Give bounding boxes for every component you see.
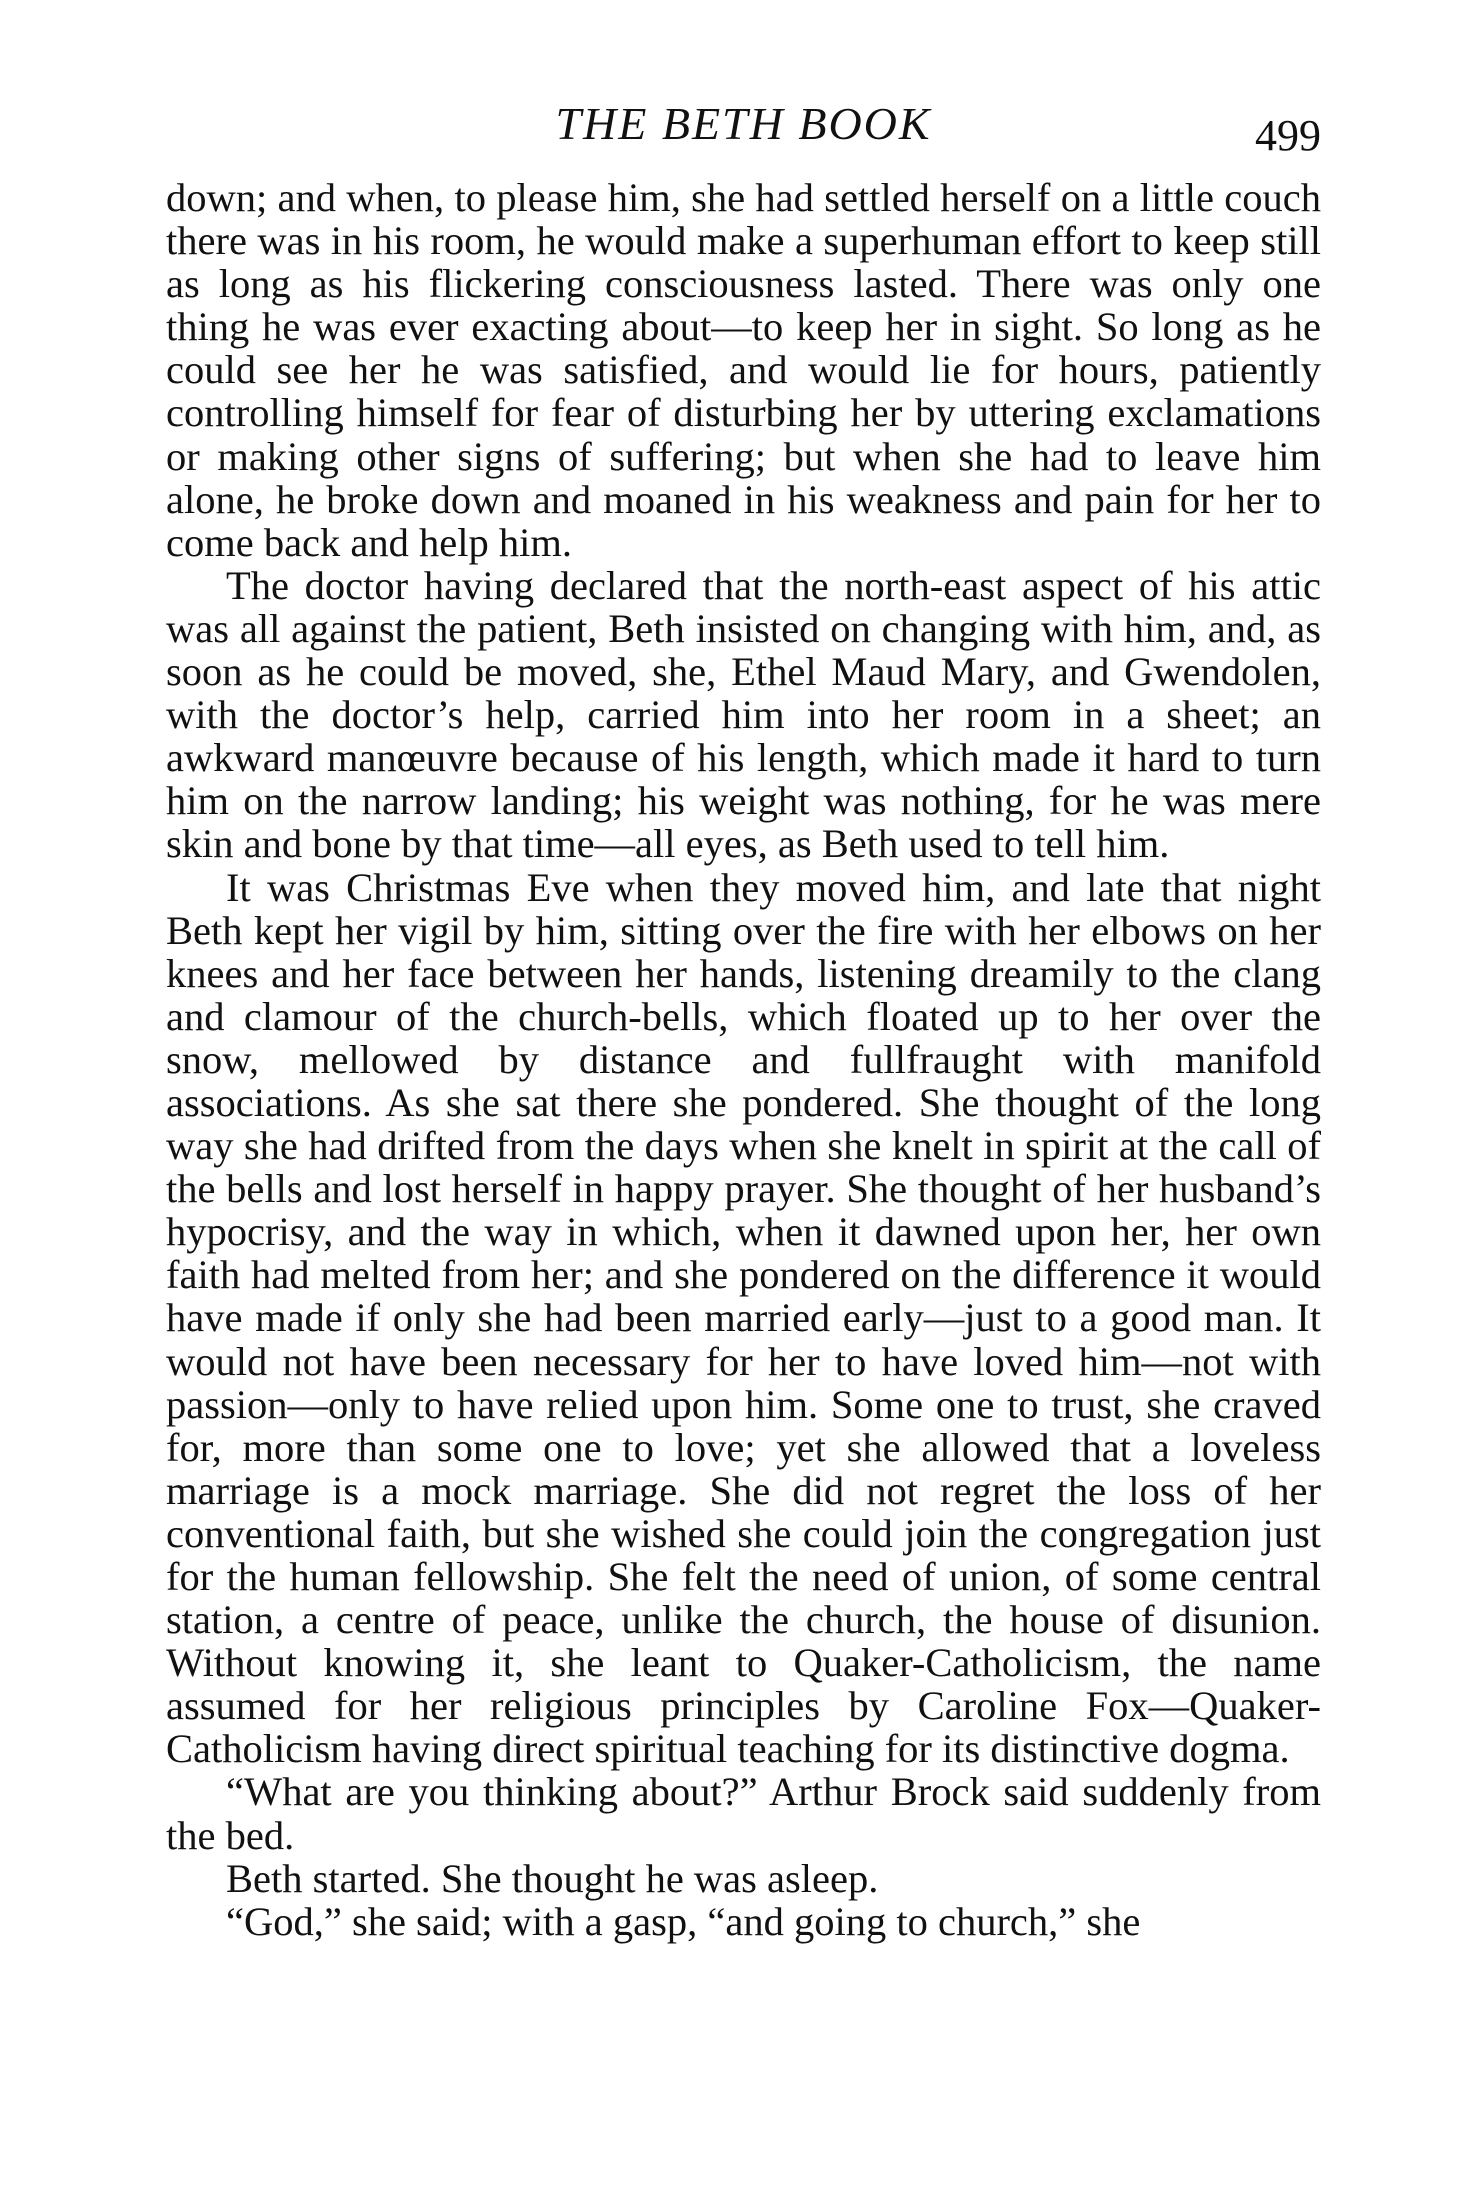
paragraph-3: It was Christmas Eve when they moved him, and late that night Beth kept her vigil by him, sitting over the fire with her elbows on her knees and her face between her hands, listening dreamily to the clang and clamour of the church-bells, which floated up to her over the snow, mellowed by distance and fullfraught with manifold associations. As she sat there she pondered. She thought of the long way she had drifted from the days when she knelt in spirit at the call of the bells and lost herself in happy prayer. She thought of her husband’s hypocrisy, and the way in which, when it dawned upon her, her own faith had melted from her; and she pondered on the difference it would have made if only she had been married early—just to a good man. It would not have been necessary for her to have loved him—not with passion—only to have relied upon him. Some one to trust, she craved for, more than some one to love; yet she allowed that a loveless marriage is a mock marriage. She did not regret the loss of her conventional faith, but she wished she could join the congregation just for the human fellowship. She felt the need of union, of some central station, a centre of peace, unlike the church, the house of disunion. Without knowing it, she leant to Quaker-Catholicism, the name assumed for her religious principles by Caroline Fox—Quaker-Catholicism having direct spiritual teaching for its distinctive dogma. — [166, 864, 1321, 1772]
paragraph-1: down; and when, to please him, she had settled herself on a little couch there was in his room, he would make a superhuman effort to keep still as long as his flickering consciousness lasted. There was only one thing he was ever exacting about—to keep her in sight. So long as he could see her he was satisfied, and would lie for hours, patiently controlling himself for fear of disturbing her by uttering exclamations or making other signs of suffering; but when she had to leave him alone, he broke down and moaned in his weakness and pain for her to come back and help him. — [166, 175, 1321, 565]
running-title: THE BETH BOOK — [555, 98, 932, 149]
running-head — [166, 94, 1321, 160]
paragraph-2: The doctor having declared that the north-east aspect of his attic was all against the patient, Beth insisted on changing with him, and, as soon as he could be moved, she, Ethel Maud Mary, and Gwendolen, with the doctor’s help, carried him into her room in a sheet; an awkward manœuvre because of his length, which made it hard to turn him on the narrow landing; his weight was nothing, for he was mere skin and bone by that time—all eyes, as Beth used to tell him. — [166, 562, 1321, 867]
paragraph-5: Beth started. She thought he was asleep. — [226, 1855, 879, 1901]
paragraph-6: “God,” she said; with a gasp, “and going to church,” she — [226, 1898, 1141, 1944]
page-number: 499 — [1255, 111, 1321, 160]
paragraph-4: “What are you thinking about?” Arthur Brock said suddenly from the bed. — [166, 1769, 1321, 1858]
body-text — [166, 176, 1321, 1943]
